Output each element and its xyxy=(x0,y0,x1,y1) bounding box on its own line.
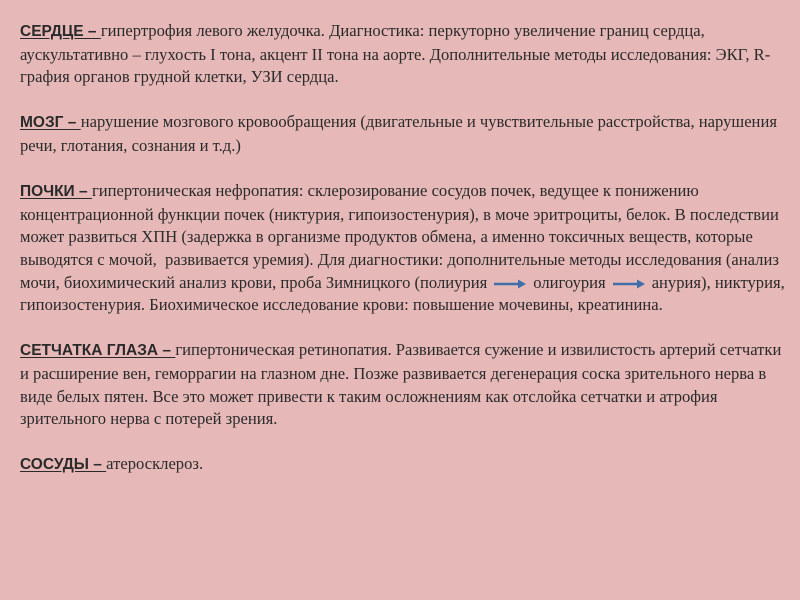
heading-retina: СЕТЧАТКА ГЛАЗА – xyxy=(20,342,176,360)
text-kidneys-after: анурия), никтурия, гипоизостенурия. Биохимическое исследование крови: повышение мочевины, креатинина. xyxy=(20,272,789,315)
section-brain xyxy=(20,111,785,157)
right-arrow-icon xyxy=(493,278,527,290)
heading-vessels: СОСУДЫ – xyxy=(20,456,107,474)
text-kidneys-before: гипертоническая нефропатия: склерозирование сосудов почек, ведущее к понижению концентрационной функции почек (никтурия, гипоизостенурия), в моче эритроциты, белок. В последствии может развиться ХПН (задержка в организме продуктов обмена, а именно токсичных веществ, которые выводятся с мочой, развивается уремия). Для диагностики: дополнительные методы исследования (анализ мочи, биохимический анализ крови, проба Зимницкого (полиурия xyxy=(20,181,784,292)
section-heart xyxy=(20,20,785,89)
text-retina: гипертоническая ретинопатия. Развивается сужение и извилистость артерий сетчатки и расширение вен, геморрагии на глазном дне. Позже развивается дегенерация соска зрительного нерва в виде белых пятен. Все это может привести к таким осложнениям как отслойка сетчатки и атрофия зрительного нерва с потерей зрения. xyxy=(20,340,786,429)
section-vessels xyxy=(20,453,785,477)
text-kidneys-middle: олигоурия xyxy=(533,272,606,292)
heading-kidneys: ПОЧКИ – xyxy=(20,183,92,201)
text-vessels: атеросклероз. xyxy=(106,454,204,474)
heading-brain: МОЗГ – xyxy=(20,114,81,132)
text-brain: нарушение мозгового кровообращения (двигательные и чувствительные расстройства, нарушения речи, глотания, сознания и т.д.) xyxy=(20,112,782,155)
section-kidneys xyxy=(20,180,789,317)
section-retina xyxy=(20,339,785,430)
heading-heart: СЕРДЦЕ – xyxy=(20,23,101,40)
right-arrow-icon xyxy=(612,278,646,290)
slide-content xyxy=(20,20,789,477)
text-heart: гипертрофия левого желудочка. Диагностика: перкуторно увеличение границ сердца, аускультативно – глухость I тона, акцент II тона на аорте. Дополнительные методы исследования: ЭКГ, R- графия органов грудной клетки, УЗИ сердца. xyxy=(20,21,775,87)
